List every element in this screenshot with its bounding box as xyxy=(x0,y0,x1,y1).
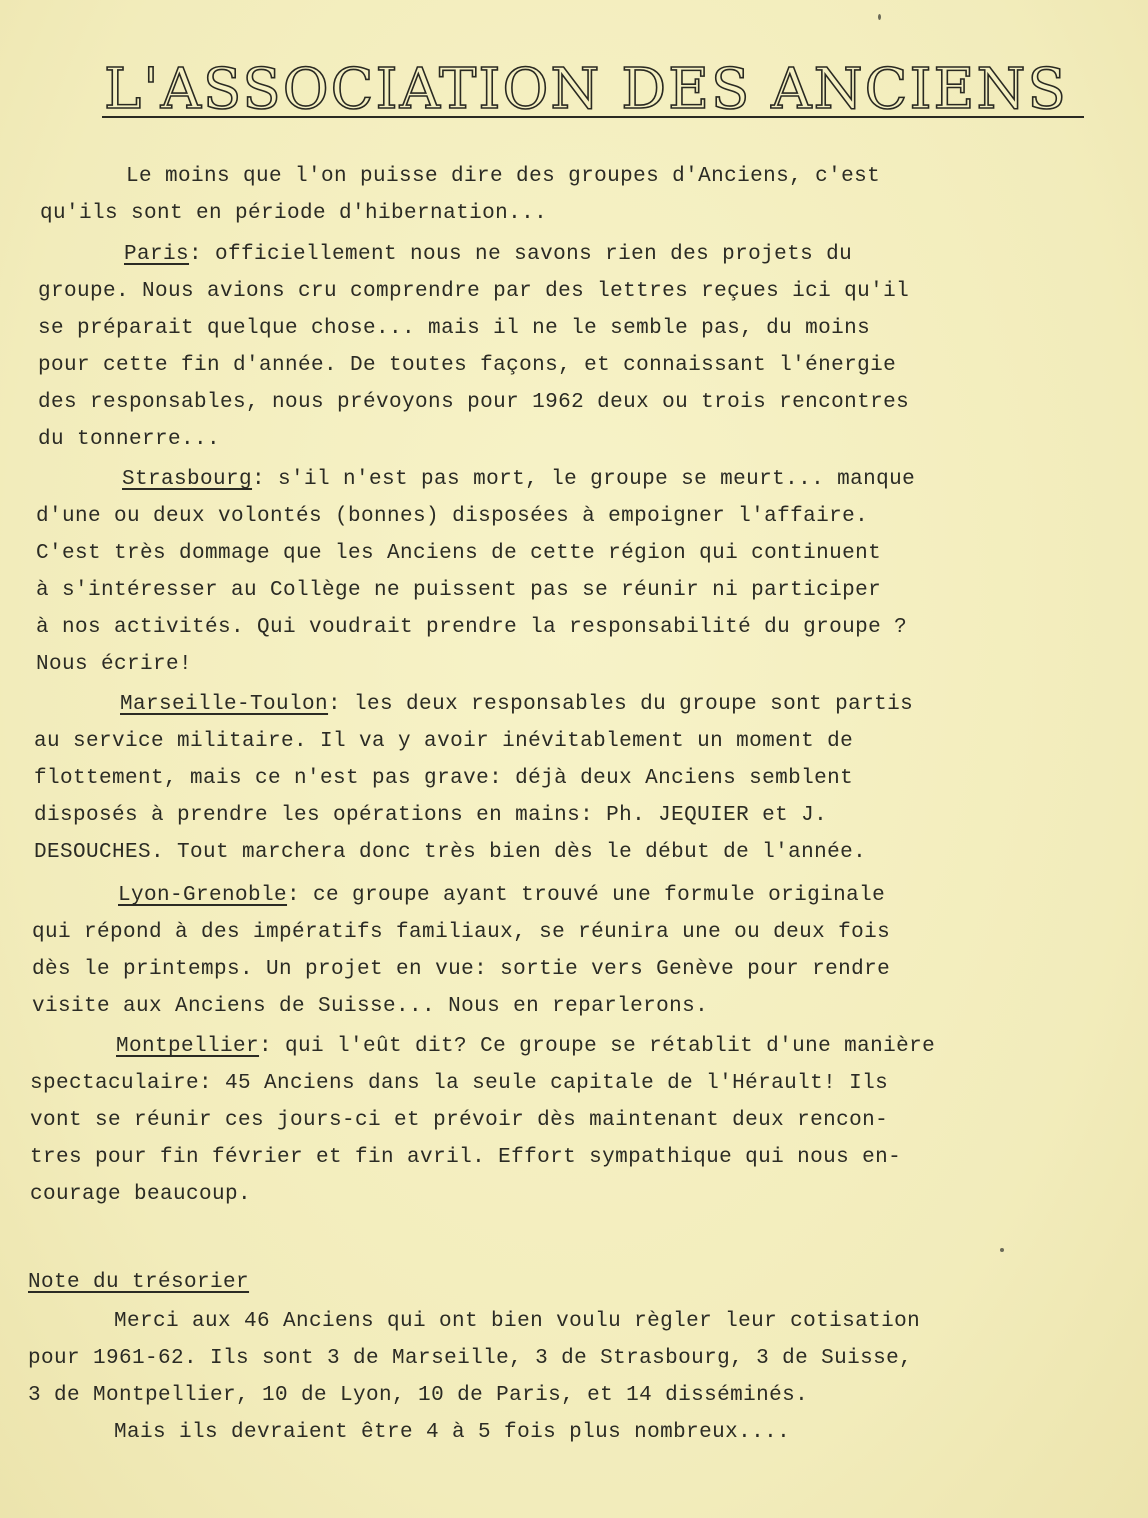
paris-label: Paris xyxy=(124,243,190,266)
paris-line-1 xyxy=(38,236,909,273)
lyon-line-1-text: : ce groupe ayant trouvé une formule originale xyxy=(287,884,886,907)
paris-line: groupe. Nous avions cru comprendre par des lettres reçues ici qu'il xyxy=(38,280,910,303)
lyon-line: dès le printemps. Un projet en vue: sortie vers Genève pour rendre xyxy=(32,958,891,981)
marseille-line: disposés à prendre les opérations en mains: Ph. JEQUIER et J. xyxy=(34,804,828,827)
marseille-paragraph xyxy=(34,686,913,871)
paris-line-1-text: : officiellement nous ne savons rien des projets du xyxy=(189,243,853,266)
strasbourg-label: Strasbourg xyxy=(122,468,253,491)
paris-line: des responsables, nous prévoyons pour 1962 deux ou trois rencontres xyxy=(38,391,910,414)
ink-speck xyxy=(878,14,881,20)
lyon-line: qui répond à des impératifs familiaux, se réunira une ou deux fois xyxy=(32,921,891,944)
montpellier-line-1 xyxy=(30,1028,935,1065)
treasurer-heading-block xyxy=(28,1264,249,1301)
intro-line-2: qu'ils sont en période d'hibernation... xyxy=(40,202,548,225)
marseille-line: DESOUCHES. Tout marchera donc très bien dès le début de l'année. xyxy=(34,841,867,864)
montpellier-line: vont se réunir ces jours-ci et prévoir dès maintenant deux rencon- xyxy=(30,1109,889,1132)
lyon-line-1 xyxy=(32,877,890,914)
marseille-line: flottement, mais ce n'est pas grave: déjà deux Anciens semblent xyxy=(34,767,854,790)
intro-line-1: Le moins que l'on puisse dire des groupes d'Anciens, c'est xyxy=(126,165,881,188)
strasbourg-line: d'une ou deux volontés (bonnes) disposées à empoigner l'affaire. xyxy=(36,505,869,528)
strasbourg-paragraph xyxy=(36,461,915,683)
paris-line: du tonnerre... xyxy=(38,428,221,451)
treasurer-paragraph xyxy=(28,1303,920,1451)
strasbourg-line-1-text: : s'il n'est pas mort, le groupe se meurt... manque xyxy=(252,468,916,491)
marseille-line-1-text: : les deux responsables du groupe sont partis xyxy=(328,693,914,716)
page-title: L'ASSOCIATION DES ANCIENS xyxy=(104,57,1068,122)
paris-line: pour cette fin d'année. De toutes façons, et connaissant l'énergie xyxy=(38,354,897,377)
marseille-line-1 xyxy=(34,686,913,723)
marseille-line: au service militaire. Il va y avoir inévitablement un moment de xyxy=(34,730,854,753)
montpellier-line: courage beaucoup. xyxy=(30,1183,252,1206)
paris-paragraph xyxy=(38,236,909,458)
lyon-line: visite aux Anciens de Suisse... Nous en reparlerons. xyxy=(32,995,709,1018)
strasbourg-line-1 xyxy=(36,461,915,498)
montpellier-line: tres pour fin février et fin avril. Effort sympathique qui nous en- xyxy=(30,1146,902,1169)
treasurer-closing: Mais ils devraient être 4 à 5 fois plus nombreux.... xyxy=(114,1421,791,1444)
treasurer-line-1: Merci aux 46 Anciens qui ont bien voulu règler leur cotisation xyxy=(114,1310,921,1333)
strasbourg-line: à nos activités. Qui voudrait prendre la responsabilité du groupe ? xyxy=(36,616,908,639)
strasbourg-line: à s'intéresser au Collège ne puissent pas se réunir ni participer xyxy=(36,579,882,602)
paris-line: se préparait quelque chose... mais il ne le semble pas, du moins xyxy=(38,317,871,340)
montpellier-label: Montpellier xyxy=(116,1035,260,1058)
treasurer-line: 3 de Montpellier, 10 de Lyon, 10 de Paris, et 14 disséminés. xyxy=(28,1384,809,1407)
ink-speck xyxy=(1000,1248,1004,1252)
lyon-paragraph xyxy=(32,877,890,1025)
montpellier-line-1-text: : qui l'eût dit? Ce groupe se rétablit d'une manière xyxy=(259,1035,936,1058)
treasurer-line: pour 1961-62. Ils sont 3 de Marseille, 3 de Strasbourg, 3 de Suisse, xyxy=(28,1347,913,1370)
montpellier-paragraph xyxy=(30,1028,935,1213)
lyon-label: Lyon-Grenoble xyxy=(118,884,288,907)
title-underline xyxy=(102,116,1084,118)
treasurer-heading: Note du trésorier xyxy=(28,1271,250,1294)
marseille-label: Marseille-Toulon xyxy=(120,693,329,716)
montpellier-line: spectaculaire: 45 Anciens dans la seule capitale de l'Hérault! Ils xyxy=(30,1072,889,1095)
strasbourg-line: C'est très dommage que les Anciens de cette région qui continuent xyxy=(36,542,882,565)
strasbourg-line: Nous écrire! xyxy=(36,653,193,676)
intro-paragraph xyxy=(40,158,880,232)
